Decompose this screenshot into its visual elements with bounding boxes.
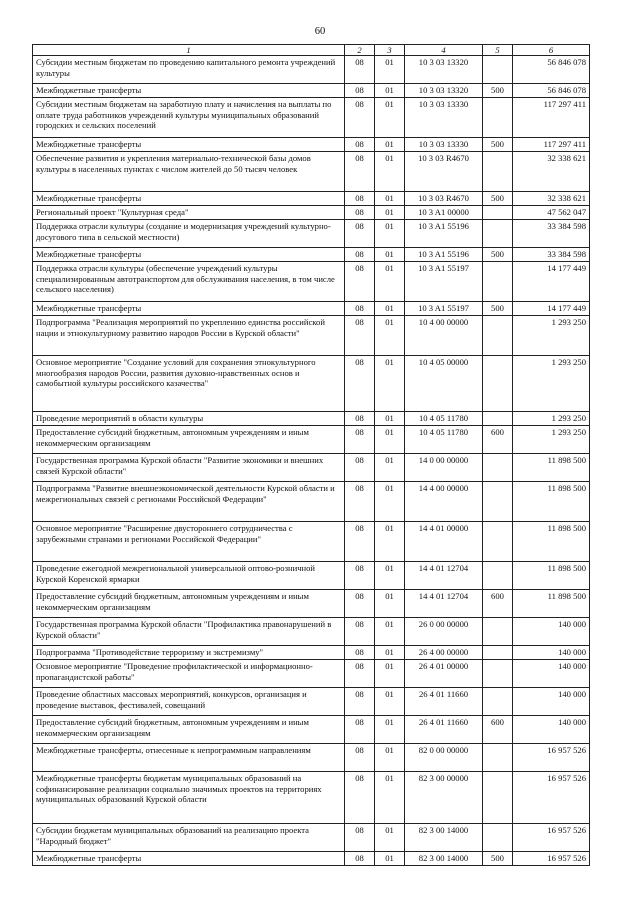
row-amount-cell: 16 957 526 bbox=[513, 852, 590, 866]
row-expense-type-cell bbox=[483, 220, 513, 248]
row-section-cell: 08 bbox=[345, 824, 375, 852]
row-amount-cell: 140 000 bbox=[513, 688, 590, 716]
row-expense-type-cell: 600 bbox=[483, 716, 513, 744]
table-row bbox=[33, 646, 590, 660]
row-expense-type-cell bbox=[483, 562, 513, 590]
row-expense-type-cell bbox=[483, 454, 513, 482]
row-subsection-cell: 01 bbox=[375, 772, 405, 824]
row-target-code-cell: 10 3 A1 55197 bbox=[405, 262, 483, 302]
row-expense-type-cell bbox=[483, 356, 513, 412]
table-row bbox=[33, 316, 590, 356]
row-section-cell: 08 bbox=[345, 206, 375, 220]
table-row bbox=[33, 618, 590, 646]
row-expense-type-cell bbox=[483, 618, 513, 646]
row-section-cell: 08 bbox=[345, 562, 375, 590]
row-amount-cell: 140 000 bbox=[513, 716, 590, 744]
row-subsection-cell: 01 bbox=[375, 56, 405, 84]
row-expense-type-cell bbox=[483, 744, 513, 772]
row-subsection-cell: 01 bbox=[375, 660, 405, 688]
row-expense-type-cell: 500 bbox=[483, 192, 513, 206]
row-amount-cell: 140 000 bbox=[513, 646, 590, 660]
table-row bbox=[33, 412, 590, 426]
row-target-code-cell: 14 4 01 00000 bbox=[405, 522, 483, 562]
row-name-cell: Субсидии местным бюджетам по проведению капитального ремонта учреждений культуры bbox=[33, 56, 345, 84]
row-name-cell: Подпрограмма "Развитие внешнеэкономической деятельности Курской области и межрегиональных связей с регионами Российской Федерации" bbox=[33, 482, 345, 522]
row-amount-cell: 56 846 078 bbox=[513, 56, 590, 84]
row-target-code-cell: 10 3 03 13330 bbox=[405, 98, 483, 138]
row-subsection-cell: 01 bbox=[375, 98, 405, 138]
row-expense-type-cell: 500 bbox=[483, 852, 513, 866]
row-expense-type-cell bbox=[483, 206, 513, 220]
row-section-cell: 08 bbox=[345, 852, 375, 866]
row-section-cell: 08 bbox=[345, 716, 375, 744]
row-target-code-cell: 10 3 03 R4670 bbox=[405, 152, 483, 192]
row-name-cell: Основное мероприятие "Расширение двустороннего сотрудничества с зарубежными странами и регионами Российской Федерации" bbox=[33, 522, 345, 562]
row-section-cell: 08 bbox=[345, 646, 375, 660]
row-section-cell: 08 bbox=[345, 56, 375, 84]
row-amount-cell: 140 000 bbox=[513, 618, 590, 646]
table-row bbox=[33, 248, 590, 262]
row-name-cell: Основное мероприятие "Создание условий для сохранения этнокультурного многообразия народов России, развития духовно-нравственных основ и самобытной культуры российского казачества" bbox=[33, 356, 345, 412]
row-section-cell: 08 bbox=[345, 590, 375, 618]
row-subsection-cell: 01 bbox=[375, 302, 405, 316]
row-subsection-cell: 01 bbox=[375, 220, 405, 248]
row-name-cell: Межбюджетные трансферты bbox=[33, 138, 345, 152]
row-name-cell: Межбюджетные трансферты бюджетам муниципальных образований на софинансирование реализации социально значимых проектов на территориях муниципальных образований Курской области bbox=[33, 772, 345, 824]
row-target-code-cell: 10 3 03 13330 bbox=[405, 138, 483, 152]
table-row bbox=[33, 688, 590, 716]
row-amount-cell: 11 898 500 bbox=[513, 590, 590, 618]
row-name-cell: Субсидии бюджетам муниципальных образований на реализацию проекта "Народный бюджет" bbox=[33, 824, 345, 852]
row-name-cell: Поддержка отрасли культуры (создание и модернизация учреждений культурно-досугового типа в сельской местности) bbox=[33, 220, 345, 248]
row-name-cell: Предоставление субсидий бюджетным, автономным учреждениям и иным некоммерческим организациям bbox=[33, 716, 345, 744]
row-name-cell: Предоставление субсидий бюджетным, автономным учреждениям и иным некоммерческим организациям bbox=[33, 590, 345, 618]
row-subsection-cell: 01 bbox=[375, 248, 405, 262]
table-row bbox=[33, 84, 590, 98]
table-row bbox=[33, 152, 590, 192]
row-amount-cell: 11 898 500 bbox=[513, 454, 590, 482]
row-name-cell: Основное мероприятие "Проведение профилактической и информационно-пропагандистской работы" bbox=[33, 660, 345, 688]
row-amount-cell: 56 846 078 bbox=[513, 84, 590, 98]
row-amount-cell: 1 293 250 bbox=[513, 412, 590, 426]
row-section-cell: 08 bbox=[345, 356, 375, 412]
row-expense-type-cell bbox=[483, 262, 513, 302]
row-amount-cell: 117 297 411 bbox=[513, 98, 590, 138]
row-section-cell: 08 bbox=[345, 152, 375, 192]
row-target-code-cell: 14 4 01 12704 bbox=[405, 562, 483, 590]
column-header: 3 bbox=[375, 45, 405, 56]
column-header: 5 bbox=[483, 45, 513, 56]
table-row bbox=[33, 660, 590, 688]
row-expense-type-cell bbox=[483, 522, 513, 562]
row-name-cell: Подпрограмма "Противодействие терроризму и экстремизму" bbox=[33, 646, 345, 660]
row-expense-type-cell bbox=[483, 646, 513, 660]
row-subsection-cell: 01 bbox=[375, 590, 405, 618]
row-section-cell: 08 bbox=[345, 192, 375, 206]
row-amount-cell: 16 957 526 bbox=[513, 824, 590, 852]
row-section-cell: 08 bbox=[345, 688, 375, 716]
row-amount-cell: 1 293 250 bbox=[513, 356, 590, 412]
row-expense-type-cell bbox=[483, 56, 513, 84]
table-row bbox=[33, 772, 590, 824]
row-name-cell: Субсидии местным бюджетам на заработную плату и начисления на выплаты по оплате труда работников учреждений культуры муниципальных образований городских и сельских поселений bbox=[33, 98, 345, 138]
row-section-cell: 08 bbox=[345, 522, 375, 562]
row-expense-type-cell: 500 bbox=[483, 302, 513, 316]
row-subsection-cell: 01 bbox=[375, 412, 405, 426]
column-header: 1 bbox=[33, 45, 345, 56]
row-target-code-cell: 14 4 00 00000 bbox=[405, 482, 483, 522]
row-name-cell: Проведение ежегодной межрегиональной универсальной оптово-розничной Курской Коренской ярмарки bbox=[33, 562, 345, 590]
row-subsection-cell: 01 bbox=[375, 852, 405, 866]
row-subsection-cell: 01 bbox=[375, 688, 405, 716]
row-subsection-cell: 01 bbox=[375, 192, 405, 206]
row-name-cell: Предоставление субсидий бюджетным, автономным учреждениям и иным некоммерческим организациям bbox=[33, 426, 345, 454]
page-number: 60 bbox=[314, 26, 326, 37]
row-target-code-cell: 26 4 01 11660 bbox=[405, 716, 483, 744]
row-name-cell: Поддержка отрасли культуры (обеспечение учреждений культуры специализированным автотранспортом для обслуживания населения, в том числе сельского населения) bbox=[33, 262, 345, 302]
row-target-code-cell: 10 3 A1 55197 bbox=[405, 302, 483, 316]
table-row bbox=[33, 454, 590, 482]
row-name-cell: Межбюджетные трансферты bbox=[33, 852, 345, 866]
row-subsection-cell: 01 bbox=[375, 522, 405, 562]
row-expense-type-cell: 500 bbox=[483, 138, 513, 152]
row-expense-type-cell bbox=[483, 98, 513, 138]
row-subsection-cell: 01 bbox=[375, 562, 405, 590]
row-expense-type-cell bbox=[483, 660, 513, 688]
row-target-code-cell: 10 3 03 R4670 bbox=[405, 192, 483, 206]
table-row bbox=[33, 206, 590, 220]
column-header: 6 bbox=[513, 45, 590, 56]
row-expense-type-cell bbox=[483, 412, 513, 426]
row-expense-type-cell: 500 bbox=[483, 84, 513, 98]
row-target-code-cell: 10 4 05 00000 bbox=[405, 356, 483, 412]
row-target-code-cell: 10 3 03 13320 bbox=[405, 56, 483, 84]
table-row bbox=[33, 824, 590, 852]
row-amount-cell: 47 562 047 bbox=[513, 206, 590, 220]
row-subsection-cell: 01 bbox=[375, 152, 405, 192]
row-section-cell: 08 bbox=[345, 482, 375, 522]
row-target-code-cell: 10 4 05 11780 bbox=[405, 426, 483, 454]
row-amount-cell: 11 898 500 bbox=[513, 562, 590, 590]
table-row bbox=[33, 426, 590, 454]
column-header: 2 bbox=[345, 45, 375, 56]
row-target-code-cell: 10 3 A1 55196 bbox=[405, 220, 483, 248]
row-name-cell: Межбюджетные трансферты bbox=[33, 302, 345, 316]
row-name-cell: Проведение областных массовых мероприятий, конкурсов, организация и проведение выставок, фестивалей, совещаний bbox=[33, 688, 345, 716]
row-name-cell: Межбюджетные трансферты bbox=[33, 84, 345, 98]
table-row bbox=[33, 138, 590, 152]
row-section-cell: 08 bbox=[345, 98, 375, 138]
row-amount-cell: 1 293 250 bbox=[513, 426, 590, 454]
row-section-cell: 08 bbox=[345, 248, 375, 262]
row-section-cell: 08 bbox=[345, 412, 375, 426]
row-section-cell: 08 bbox=[345, 220, 375, 248]
table-row bbox=[33, 852, 590, 866]
row-subsection-cell: 01 bbox=[375, 84, 405, 98]
row-target-code-cell: 26 4 00 00000 bbox=[405, 646, 483, 660]
table-row bbox=[33, 98, 590, 138]
row-amount-cell: 33 384 598 bbox=[513, 248, 590, 262]
column-number-row bbox=[33, 45, 590, 56]
table-row bbox=[33, 356, 590, 412]
row-name-cell: Государственная программа Курской области "Развитие экономики и внешних связей Курской области" bbox=[33, 454, 345, 482]
row-amount-cell: 1 293 250 bbox=[513, 316, 590, 356]
table-row bbox=[33, 302, 590, 316]
table-row bbox=[33, 562, 590, 590]
row-name-cell: Государственная программа Курской области "Профилактика правонарушений в Курской области" bbox=[33, 618, 345, 646]
table-row bbox=[33, 482, 590, 522]
row-target-code-cell: 10 4 00 00000 bbox=[405, 316, 483, 356]
row-target-code-cell: 10 3 A1 55196 bbox=[405, 248, 483, 262]
row-subsection-cell: 01 bbox=[375, 356, 405, 412]
row-expense-type-cell bbox=[483, 772, 513, 824]
row-name-cell: Обеспечение развития и укрепления материально-технической базы домов культуры в населенных пунктах с числом жителей до 50 тысяч человек bbox=[33, 152, 345, 192]
row-target-code-cell: 10 3 A1 00000 bbox=[405, 206, 483, 220]
row-amount-cell: 14 177 449 bbox=[513, 262, 590, 302]
row-amount-cell: 11 898 500 bbox=[513, 522, 590, 562]
table-row bbox=[33, 192, 590, 206]
row-target-code-cell: 82 3 00 14000 bbox=[405, 824, 483, 852]
row-section-cell: 08 bbox=[345, 660, 375, 688]
row-name-cell: Межбюджетные трансферты, отнесенные к непрограммным направлениям bbox=[33, 744, 345, 772]
row-subsection-cell: 01 bbox=[375, 262, 405, 302]
row-expense-type-cell: 500 bbox=[483, 248, 513, 262]
row-target-code-cell: 82 3 00 00000 bbox=[405, 772, 483, 824]
row-amount-cell: 16 957 526 bbox=[513, 744, 590, 772]
row-section-cell: 08 bbox=[345, 262, 375, 302]
row-subsection-cell: 01 bbox=[375, 426, 405, 454]
row-section-cell: 08 bbox=[345, 618, 375, 646]
row-amount-cell: 117 297 411 bbox=[513, 138, 590, 152]
table-row bbox=[33, 744, 590, 772]
row-name-cell: Региональный проект "Культурная среда" bbox=[33, 206, 345, 220]
row-expense-type-cell bbox=[483, 316, 513, 356]
row-subsection-cell: 01 bbox=[375, 316, 405, 356]
row-expense-type-cell bbox=[483, 824, 513, 852]
row-expense-type-cell bbox=[483, 688, 513, 716]
row-subsection-cell: 01 bbox=[375, 206, 405, 220]
budget-table bbox=[32, 44, 590, 866]
table-row bbox=[33, 522, 590, 562]
row-subsection-cell: 01 bbox=[375, 618, 405, 646]
row-name-cell: Межбюджетные трансферты bbox=[33, 192, 345, 206]
table-row bbox=[33, 590, 590, 618]
table-row bbox=[33, 220, 590, 248]
row-amount-cell: 16 957 526 bbox=[513, 772, 590, 824]
row-amount-cell: 140 000 bbox=[513, 660, 590, 688]
row-section-cell: 08 bbox=[345, 138, 375, 152]
row-amount-cell: 32 338 621 bbox=[513, 192, 590, 206]
row-expense-type-cell bbox=[483, 152, 513, 192]
row-subsection-cell: 01 bbox=[375, 454, 405, 482]
table-row bbox=[33, 716, 590, 744]
row-section-cell: 08 bbox=[345, 454, 375, 482]
row-target-code-cell: 26 4 01 00000 bbox=[405, 660, 483, 688]
row-target-code-cell: 26 4 01 11660 bbox=[405, 688, 483, 716]
row-name-cell: Подпрограмма "Реализация мероприятий по укреплению единства российской нации и этнокультурному развитию народов России в Курской области" bbox=[33, 316, 345, 356]
row-subsection-cell: 01 bbox=[375, 716, 405, 744]
table-row bbox=[33, 262, 590, 302]
row-subsection-cell: 01 bbox=[375, 824, 405, 852]
row-subsection-cell: 01 bbox=[375, 744, 405, 772]
row-expense-type-cell: 600 bbox=[483, 426, 513, 454]
row-target-code-cell: 82 3 00 14000 bbox=[405, 852, 483, 866]
row-section-cell: 08 bbox=[345, 744, 375, 772]
row-section-cell: 08 bbox=[345, 426, 375, 454]
column-header: 4 bbox=[405, 45, 483, 56]
row-section-cell: 08 bbox=[345, 772, 375, 824]
row-amount-cell: 11 898 500 bbox=[513, 482, 590, 522]
row-amount-cell: 33 384 598 bbox=[513, 220, 590, 248]
row-target-code-cell: 10 4 05 11780 bbox=[405, 412, 483, 426]
row-amount-cell: 14 177 449 bbox=[513, 302, 590, 316]
row-amount-cell: 32 338 621 bbox=[513, 152, 590, 192]
row-target-code-cell: 10 3 03 13320 bbox=[405, 84, 483, 98]
row-target-code-cell: 14 0 00 00000 bbox=[405, 454, 483, 482]
row-section-cell: 08 bbox=[345, 316, 375, 356]
row-name-cell: Проведение мероприятий в области культуры bbox=[33, 412, 345, 426]
row-target-code-cell: 14 4 01 12704 bbox=[405, 590, 483, 618]
row-subsection-cell: 01 bbox=[375, 482, 405, 522]
row-expense-type-cell bbox=[483, 482, 513, 522]
table-row bbox=[33, 56, 590, 84]
row-target-code-cell: 26 0 00 00000 bbox=[405, 618, 483, 646]
row-expense-type-cell: 600 bbox=[483, 590, 513, 618]
row-subsection-cell: 01 bbox=[375, 646, 405, 660]
row-name-cell: Межбюджетные трансферты bbox=[33, 248, 345, 262]
row-section-cell: 08 bbox=[345, 302, 375, 316]
row-subsection-cell: 01 bbox=[375, 138, 405, 152]
row-target-code-cell: 82 0 00 00000 bbox=[405, 744, 483, 772]
row-section-cell: 08 bbox=[345, 84, 375, 98]
